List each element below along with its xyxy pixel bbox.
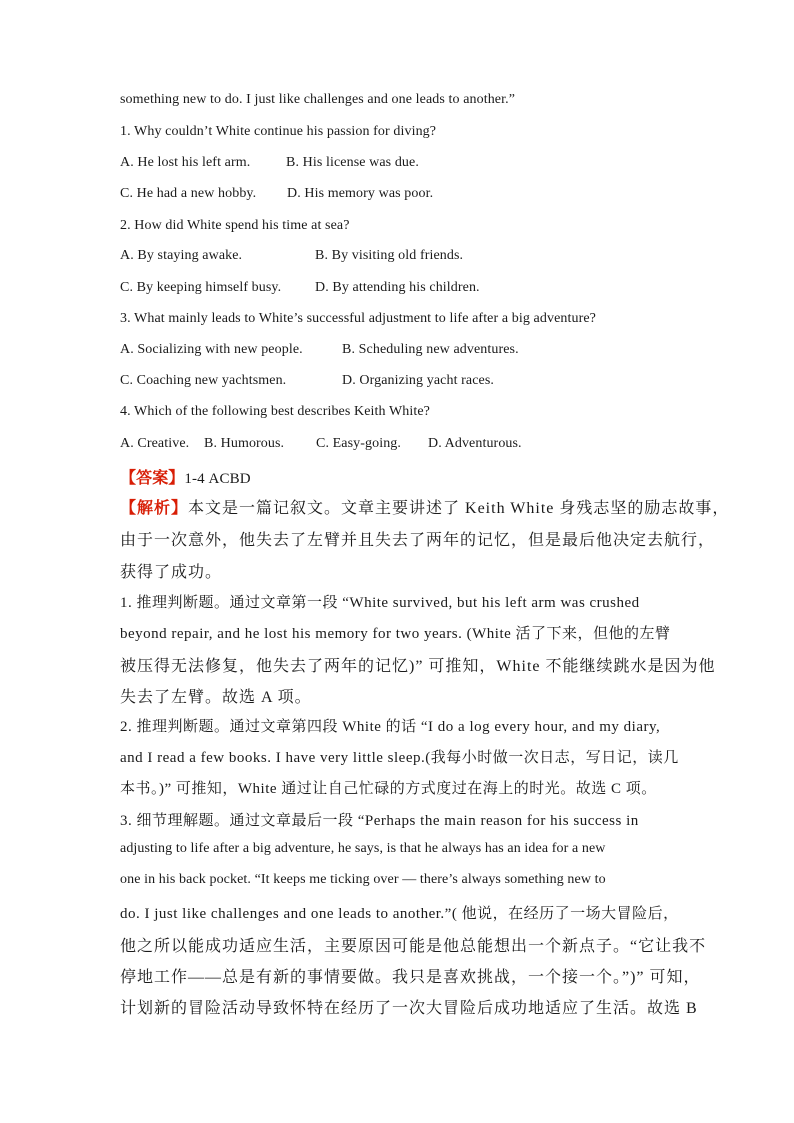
question-2-option-a: A. By staying awake. xyxy=(120,248,243,263)
question-2-options-row-1 xyxy=(120,248,463,264)
question-3-option-d: D. Organizing yacht races. xyxy=(342,373,495,388)
question-3-options-row-2 xyxy=(120,373,494,389)
question-1-stem: 1. Why couldn’t White continue his passion for diving? xyxy=(120,124,437,139)
analysis-line-10: 本书。)” 可推知，White 通过让自己忙碌的方式度过在海上的时光。故选 C 项。 xyxy=(120,781,657,797)
analysis-line-14: do. I just like challenges and one leads to another.”( 他说，在经历了一场大冒险后， xyxy=(120,906,679,922)
passage-tail: something new to do. I just like challenges and one leads to another.” xyxy=(120,92,516,107)
question-3-option-b: B. Scheduling new adventures. xyxy=(342,342,519,357)
question-2-option-b: B. By visiting old friends. xyxy=(315,248,464,263)
analysis-line-5: beyond repair, and he lost his memory for two years. (White 活了下来，但他的左臂 xyxy=(120,626,671,642)
question-4-options-row xyxy=(120,436,522,452)
question-3-option-a: A. Socializing with new people. xyxy=(120,342,303,357)
answer-line xyxy=(120,465,251,488)
question-1-option-c: C. He had a new hobby. xyxy=(120,186,257,201)
question-3-options-row-1 xyxy=(120,342,519,358)
analysis-line-3: 获得了成功。 xyxy=(120,564,223,581)
question-4-option-b: B. Humorous. xyxy=(204,436,285,451)
analysis-line-1: 【解析】本文是一篇记叙文。文章主要讲述了 Keith White 身残志坚的励志故事， xyxy=(120,500,730,517)
question-4-option-d: D. Adventurous. xyxy=(428,436,522,451)
question-1-option-a: A. He lost his left arm. xyxy=(120,155,251,170)
analysis-line-12: adjusting to life after a big adventure, he says, is that he always has an idea for a new xyxy=(120,841,606,856)
question-2-option-d: D. By attending his children. xyxy=(315,280,480,295)
analysis-line-7: 失去了左臂。故选 A 项。 xyxy=(120,689,312,706)
answer-text: 1-4 ACBD xyxy=(184,471,251,487)
question-2-options-row-2 xyxy=(120,280,480,296)
analysis-line-16: 停地工作——总是有新的事情要做。我只是喜欢挑战，一个接一个。”)” 可知， xyxy=(120,969,701,986)
analysis-line-17: 计划新的冒险活动导致怀特在经历了一次大冒险后成功地适应了生活。故选 B xyxy=(120,1000,698,1017)
question-4-option-c: C. Easy-going. xyxy=(316,436,402,451)
question-1-option-d: D. His memory was poor. xyxy=(287,186,434,201)
analysis-line-13: one in his back pocket. “It keeps me ticking over — there’s always something new to xyxy=(120,872,606,887)
question-1-options-row-1 xyxy=(120,155,419,171)
analysis-line-6: 被压得无法修复，他失去了两年的记忆)” 可推知，White 不能继续跳水是因为他 xyxy=(120,658,716,675)
analysis-line-15: 他之所以能成功适应生活，主要原因可能是他总能想出一个新点子。“它让我不 xyxy=(120,938,707,955)
question-1-options-row-2 xyxy=(120,186,433,202)
analysis-line-8: 2. 推理判断题。通过文章第四段 White 的话 “I do a log every hour, and my diary, xyxy=(120,719,661,735)
question-4-option-a: A. Creative. xyxy=(120,436,190,451)
question-3-stem: 3. What mainly leads to White’s successful adjustment to life after a big adventure? xyxy=(120,311,596,326)
question-3-option-c: C. Coaching new yachtsmen. xyxy=(120,373,287,388)
question-1-option-b: B. His license was due. xyxy=(286,155,419,170)
answer-tag: 【答案】 xyxy=(120,470,185,487)
analysis-line-11: 3. 细节理解题。通过文章最后一段 “Perhaps the main reason for his success in xyxy=(120,813,639,829)
question-4-stem: 4. Which of the following best describes Keith White? xyxy=(120,404,430,419)
analysis-line-9: and I read a few books. I have very little sleep.(我每小时做一次日志，写日记，读几 xyxy=(120,750,679,766)
analysis-line-4: 1. 推理判断题。通过文章第一段 “White survived, but his left arm was crushed xyxy=(120,595,640,611)
question-2-stem: 2. How did White spend his time at sea? xyxy=(120,218,350,233)
analysis-tag: 【解析】 xyxy=(120,500,189,517)
question-2-option-c: C. By keeping himself busy. xyxy=(120,280,282,295)
analysis-line-2: 由于一次意外，他失去了左臂并且失去了两年的记忆，但是最后他决定去航行， xyxy=(120,532,716,549)
